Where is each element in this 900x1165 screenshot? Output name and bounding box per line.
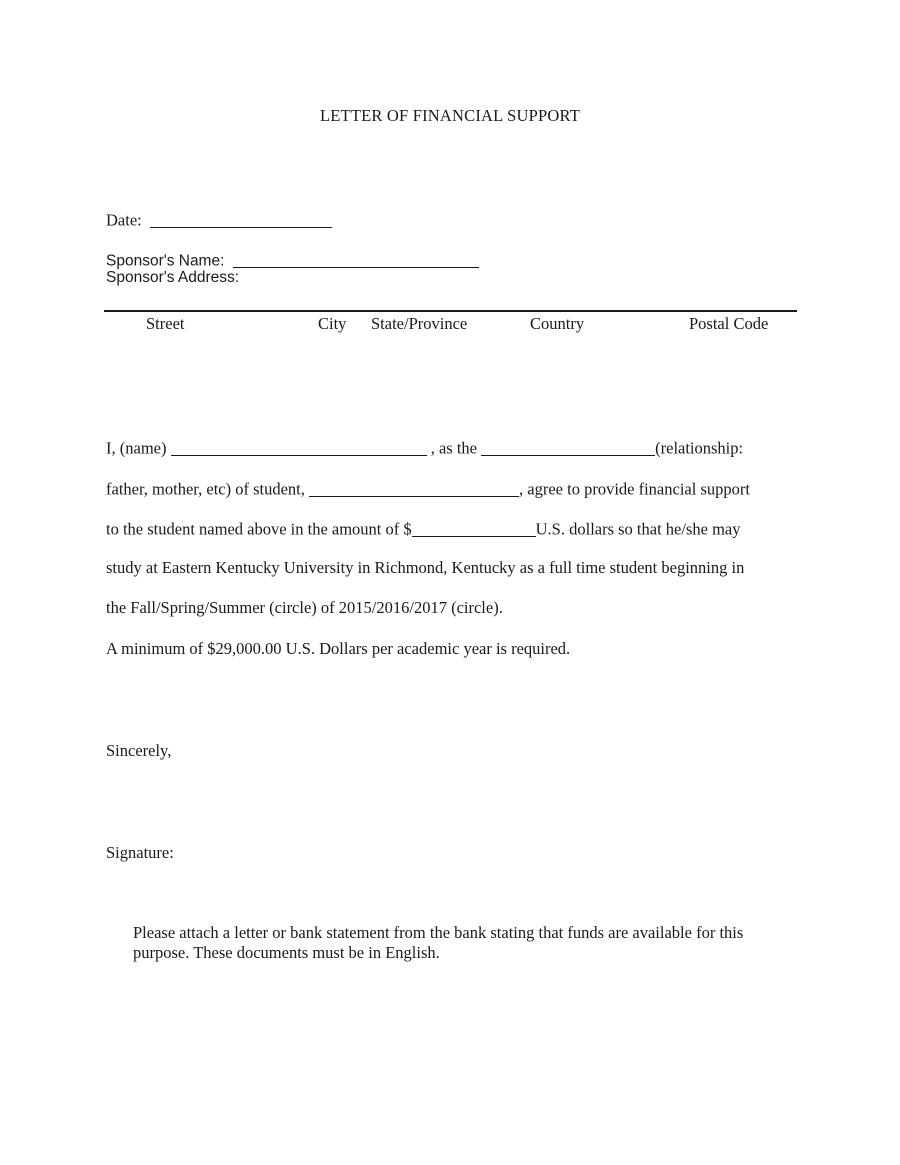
body-line-2 [106, 477, 750, 500]
amount-blank[interactable] [412, 519, 536, 537]
date-line [106, 208, 332, 231]
relationship-blank[interactable] [481, 438, 655, 456]
address-col-country: Country [530, 314, 585, 333]
body-line-6: A minimum of $29,000.00 U.S. Dollars per academic year is required. [106, 639, 571, 658]
body-line-1 [106, 436, 743, 459]
note-line-1: Please attach a letter or bank statement from the bank stating that funds are available for this [133, 923, 744, 942]
date-field[interactable] [150, 210, 332, 228]
body-text: , agree to provide financial support [519, 479, 750, 499]
address-col-state: State/Province [371, 314, 468, 333]
sponsor-name-line [106, 249, 479, 271]
student-name-blank[interactable] [309, 479, 519, 497]
sponsor-address-label: Sponsor's Address: [106, 269, 240, 286]
body-line-5: the Fall/Spring/Summer (circle) of 2015/2016/2017 (circle). [106, 598, 503, 617]
body-text: to the student named above in the amount of $ [106, 519, 412, 539]
body-line-4: study at Eastern Kentucky University in Richmond, Kentucky as a full time student beginning in [106, 558, 745, 577]
page-title: LETTER OF FINANCIAL SUPPORT [319, 106, 581, 125]
sponsor-name-field[interactable] [233, 251, 479, 268]
address-col-street: Street [146, 314, 185, 333]
sponsor-name-blank[interactable] [171, 438, 427, 456]
address-col-postal: Postal Code [689, 314, 769, 333]
address-field-line[interactable] [104, 310, 797, 312]
date-label: Date: [106, 210, 142, 230]
body-text: , as the [430, 438, 477, 458]
signature-label: Signature: [106, 843, 174, 862]
closing: Sincerely, [106, 741, 172, 760]
body-text: U.S. dollars so that he/she may [535, 519, 741, 539]
body-text: I, (name) [106, 438, 167, 458]
address-col-city: City [318, 314, 347, 333]
sponsor-name-label: Sponsor's Name: [106, 252, 225, 270]
note-line-2: purpose. These documents must be in English. [133, 943, 440, 962]
body-line-3 [106, 517, 741, 540]
body-text: (relationship: [655, 438, 744, 458]
body-text: father, mother, etc) of student, [106, 479, 305, 499]
